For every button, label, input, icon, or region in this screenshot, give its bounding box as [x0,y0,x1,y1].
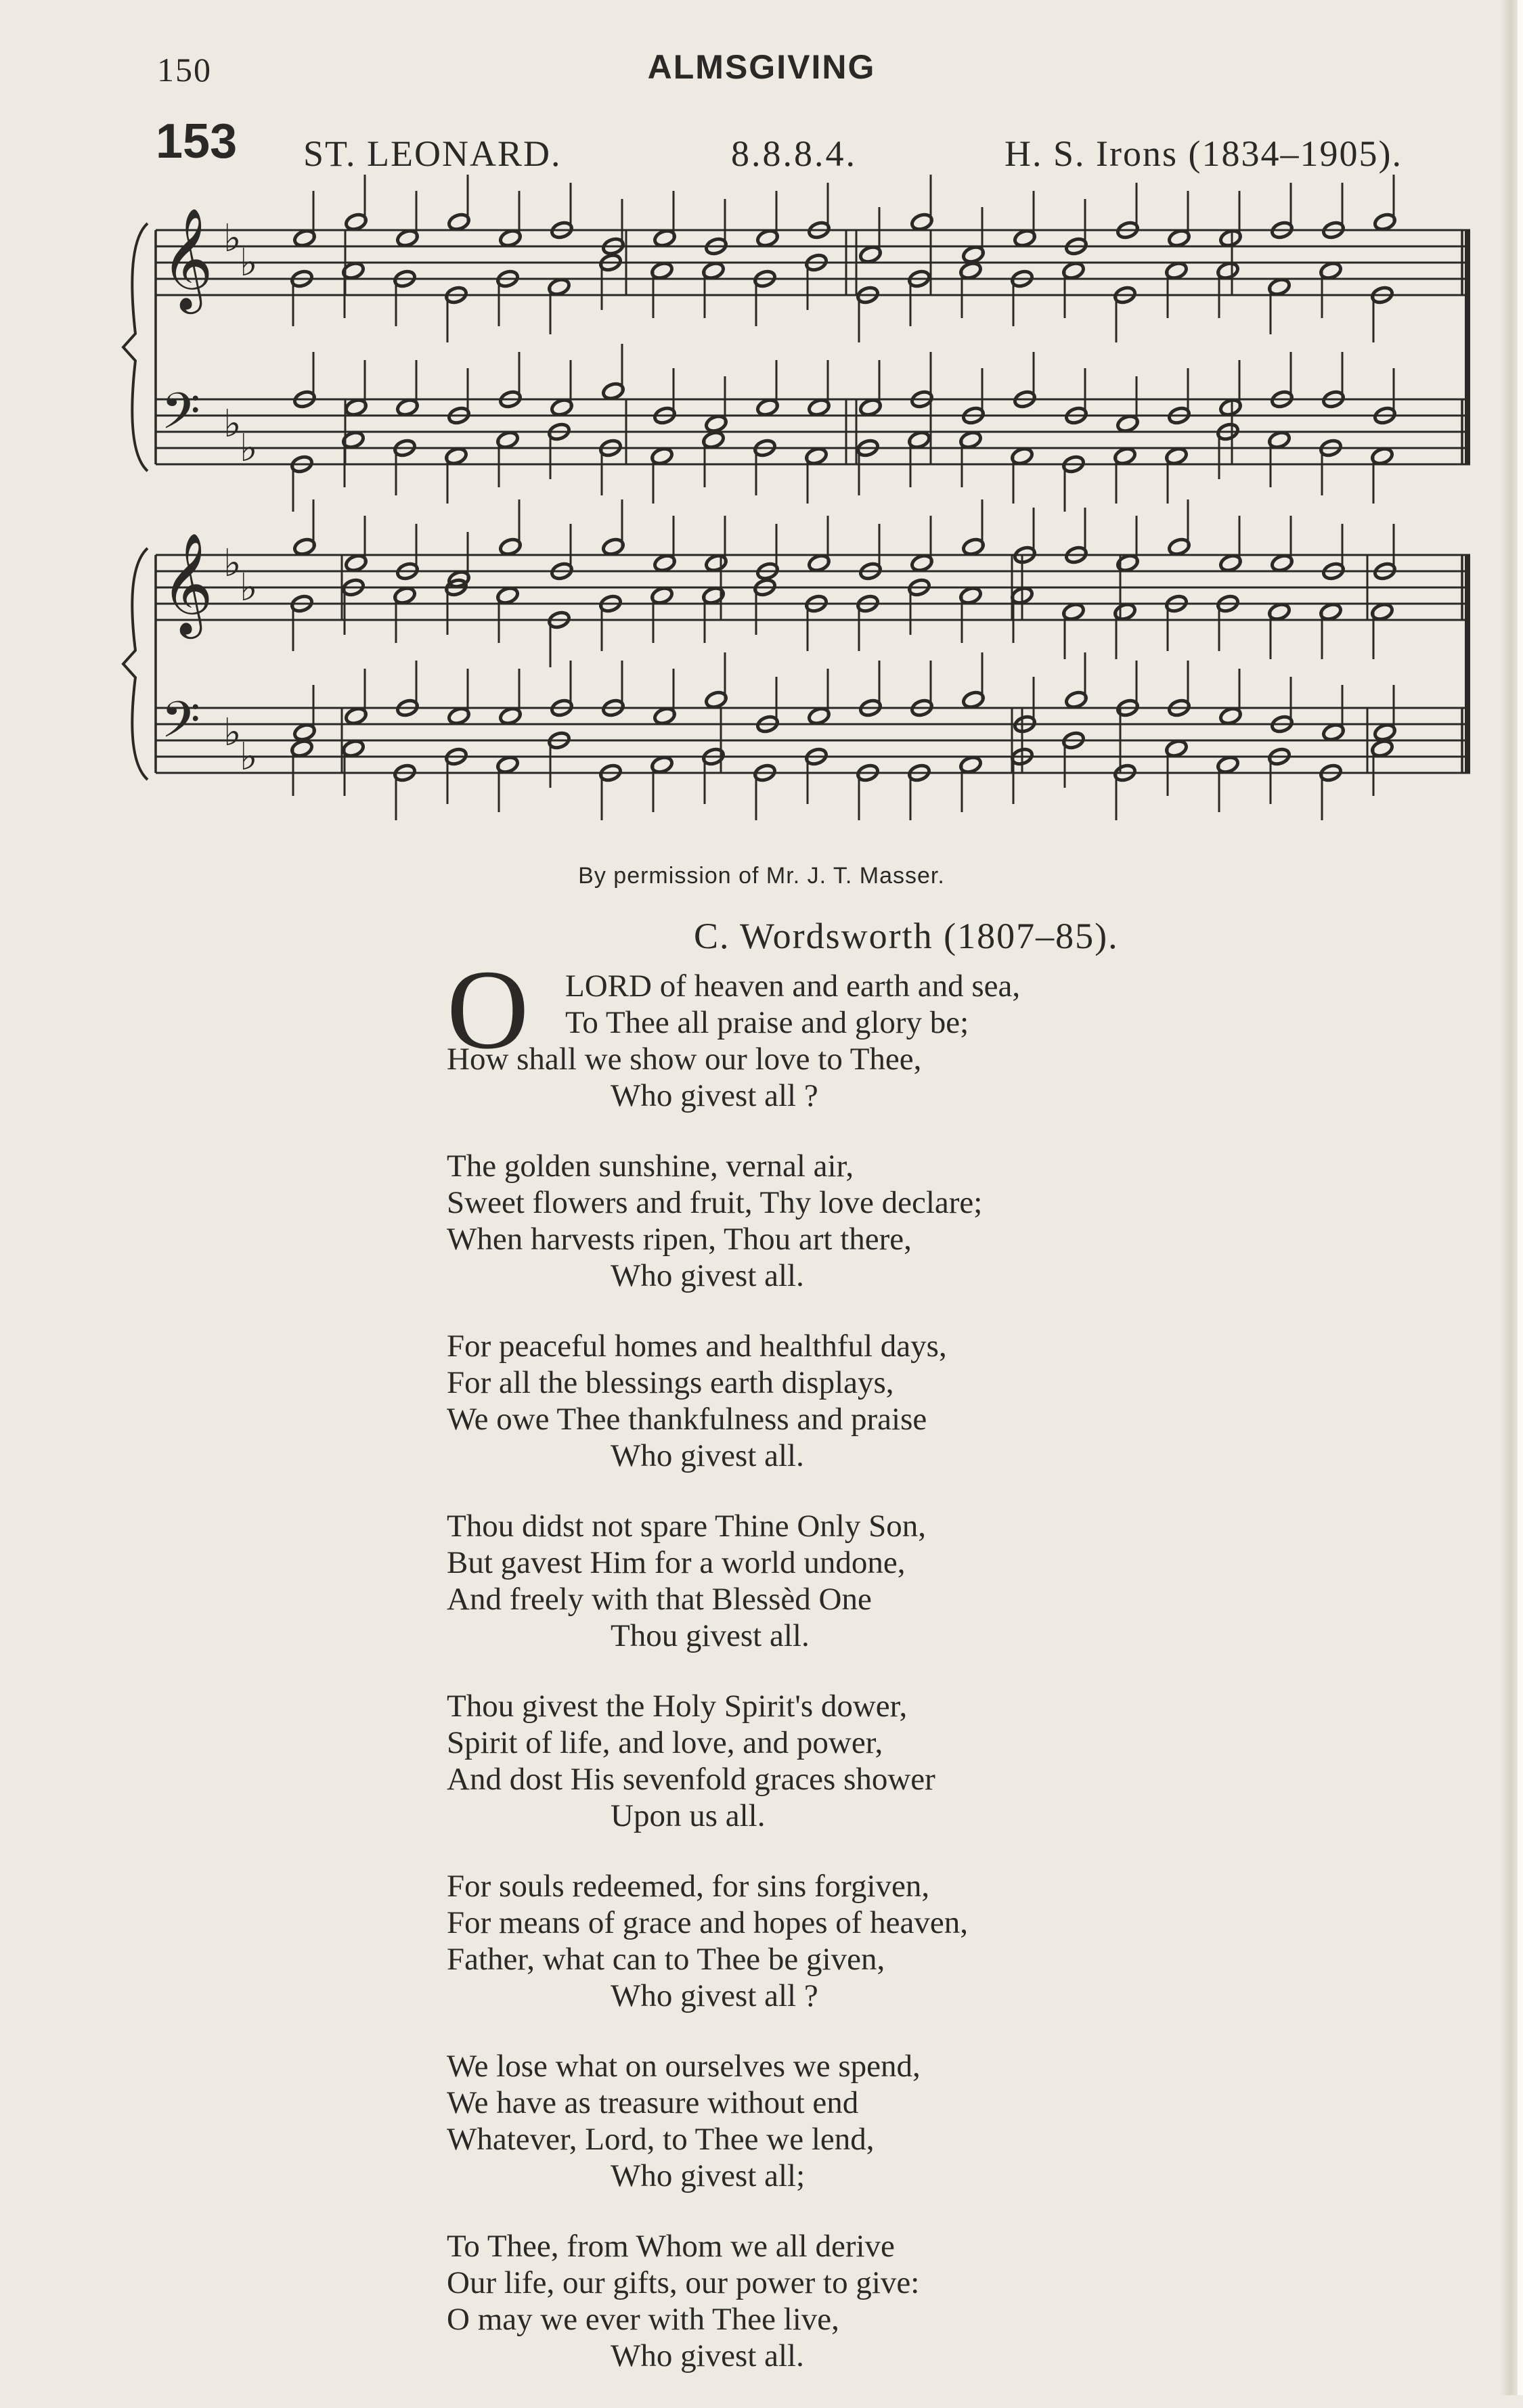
system-brace [123,223,148,471]
bass-clef: 𝄢 [161,690,200,762]
page-number: 150 [157,51,212,89]
permission-note: By permission of Mr. J. T. Masser. [578,863,945,889]
stanza-line: To Thee, from Whom we all derive [447,2229,895,2264]
stanza-4 [447,1508,1327,1654]
flat-sign: ♭ [240,566,258,610]
stanza-line: When harvests ripen, Thou art there, [447,1222,912,1257]
stanza-2 [447,1148,1327,1294]
stanza-line: Father, what can to Thee be given, [447,1942,885,1977]
stanza-line: We lose what on ourselves we spend, [447,2049,921,2084]
text-author: C. Wordsworth (1807–85). [694,916,1119,956]
stanza-line: Whatever, Lord, to Thee we lend, [447,2122,875,2157]
hymn-meter: 8.8.8.4. [731,133,857,174]
stanza-line: The golden sunshine, vernal air, [447,1149,854,1184]
flat-sign: ♭ [240,241,258,286]
bass-clef: 𝄢 [161,382,200,453]
stanza-line: For souls redeemed, for sins forgiven, [447,1869,930,1904]
hymn-text [447,968,1327,2408]
system-brace [123,548,148,780]
stanza-line: To Thee all praise and glory be; [565,1005,969,1040]
stanza-line: Who givest all; [611,2158,805,2193]
stanza-line: For peaceful homes and healthful days, [447,1329,947,1364]
treble-clef: 𝄞 [161,531,213,635]
stanza-line: Who givest all ? [611,1978,818,2013]
stanza-line: Thou givest all. [611,1618,810,1653]
stanza-line: Our life, our gifts, our power to give: [447,2265,920,2300]
stanza-line: We have as treasure without end [447,2085,859,2120]
stanza-line: And dost His sevenfold graces shower [447,1762,935,1797]
hymn-number: 153 [156,114,238,169]
stanza-line: LORD of heaven and earth and sea, [565,968,1021,1004]
stanza-line: Who givest all ? [611,1078,818,1113]
stanza-line: Thou givest the Holy Spirit's dower, [447,1689,908,1724]
stanza-line: For means of grace and hopes of heaven, [447,1905,968,1940]
music-score [0,0,1523,853]
stanza-line: Sweet flowers and fruit, Thy love declare; [447,1185,983,1220]
stanza-3 [447,1328,1327,1474]
stanza-line: How shall we show our love to Thee, [447,1042,922,1077]
stanza-line: O may we ever with Thee live, [447,2302,839,2337]
stanza-line: But gavest Him for a world undone, [447,1545,906,1580]
stanza-line: For all the blessings earth displays, [447,1365,894,1400]
stanza-line: Who givest all. [611,1438,804,1473]
flat-sign: ♭ [240,735,258,780]
composer-credit: H. S. Irons (1834–1905). [1005,133,1403,174]
flat-sign: ♭ [223,402,242,447]
stanza-6 [447,1868,1327,2014]
treble-clef: 𝄞 [161,206,213,310]
flat-sign: ♭ [223,711,242,755]
stanza-line: Who givest all. [611,2338,804,2373]
stanza-line: We owe Thee thankfulness and praise [447,1402,927,1437]
running-head: ALMSGIVING [647,48,876,86]
stanza-1 [447,968,1327,1114]
stanza-7 [447,2048,1327,2194]
stanza-line: Upon us all. [611,1798,766,1833]
flat-sign: ♭ [240,426,258,471]
stanza-line: Thou didst not spare Thine Only Son, [447,1509,927,1544]
tune-name: ST. LEONARD. [303,133,562,174]
stanza-line: Spirit of life, and love, and power, [447,1725,883,1760]
flat-sign: ♭ [223,541,242,586]
stanza-line: Who givest all. [611,1258,804,1293]
stanza-line: And freely with that Blessèd One [447,1582,872,1617]
flat-sign: ♭ [223,217,242,261]
stanza-8 [447,2228,1327,2374]
stanza-5 [447,1688,1327,1834]
drop-cap: O [447,947,529,1073]
